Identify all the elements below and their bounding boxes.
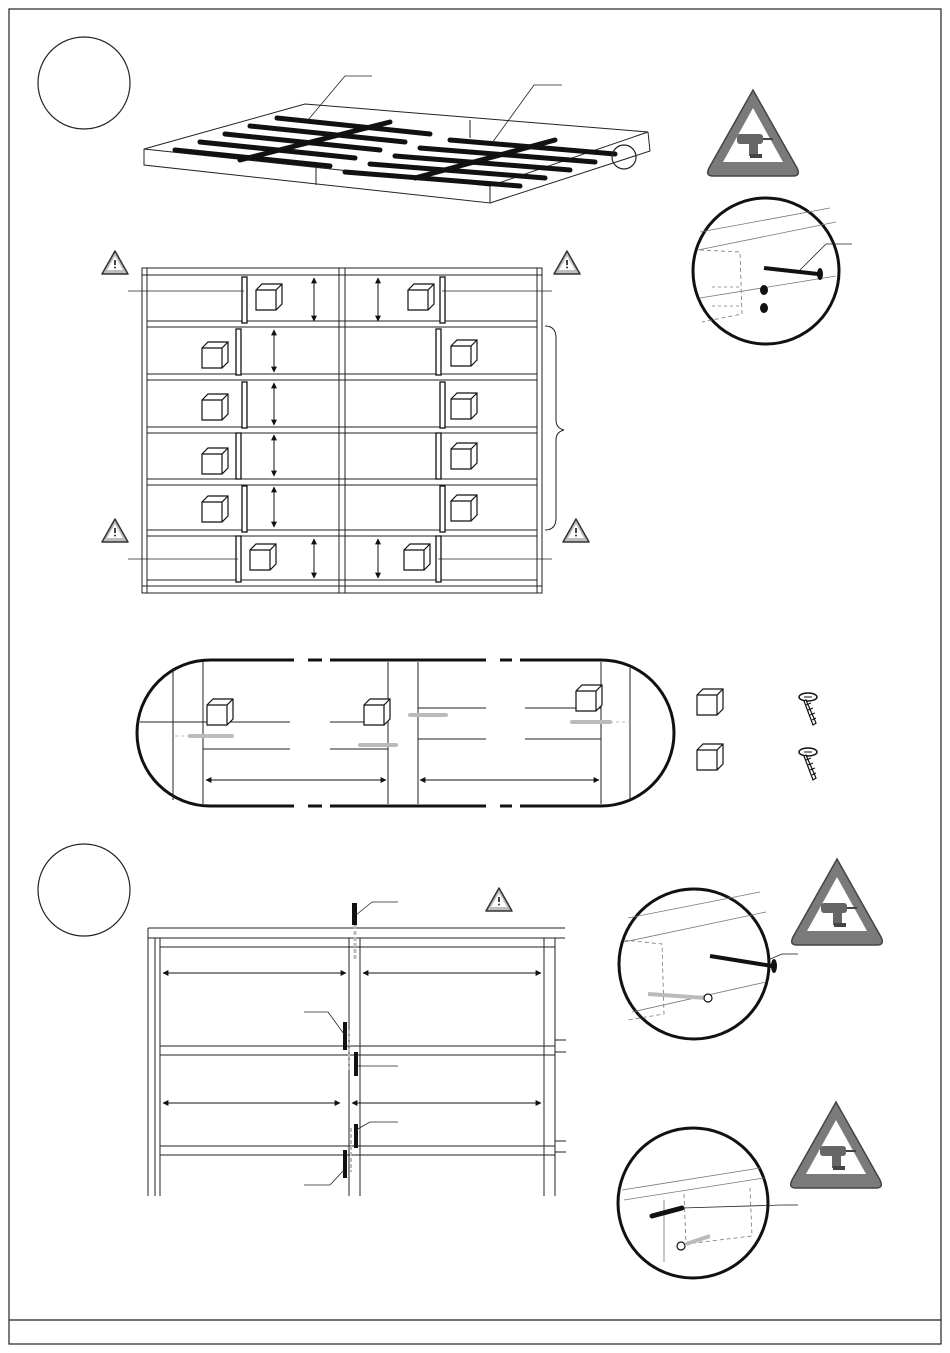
dimension-arrows [163,973,541,1103]
screw-markers [343,903,358,1178]
screw-icon [799,748,817,780]
joint-detail-stadium [137,660,674,806]
attention-icon [563,519,589,542]
screw-detail-circle [619,889,798,1039]
step-1-circle [38,37,130,129]
screw-detail-circle [693,198,852,344]
dimension-arrows [274,278,378,578]
connector-block-icon [697,689,723,715]
screw-icon [799,693,817,725]
screw-detail-circle [618,1128,798,1278]
attention-icon [102,251,128,274]
attention-icon [554,251,580,274]
leader-lines [128,291,552,559]
attention-icon [102,519,128,542]
step-2-circle [38,844,130,936]
isometric-frame-view [144,104,650,203]
leader-line [492,85,534,143]
drill-warning-icon [791,1102,882,1188]
front-view-grid [142,268,542,593]
drill-warning-icon [792,859,883,945]
drill-warning-icon [708,90,799,176]
connector-block-icon [697,744,723,770]
attention-icon [486,888,512,911]
leader-line [308,76,345,120]
bracket [545,326,564,530]
